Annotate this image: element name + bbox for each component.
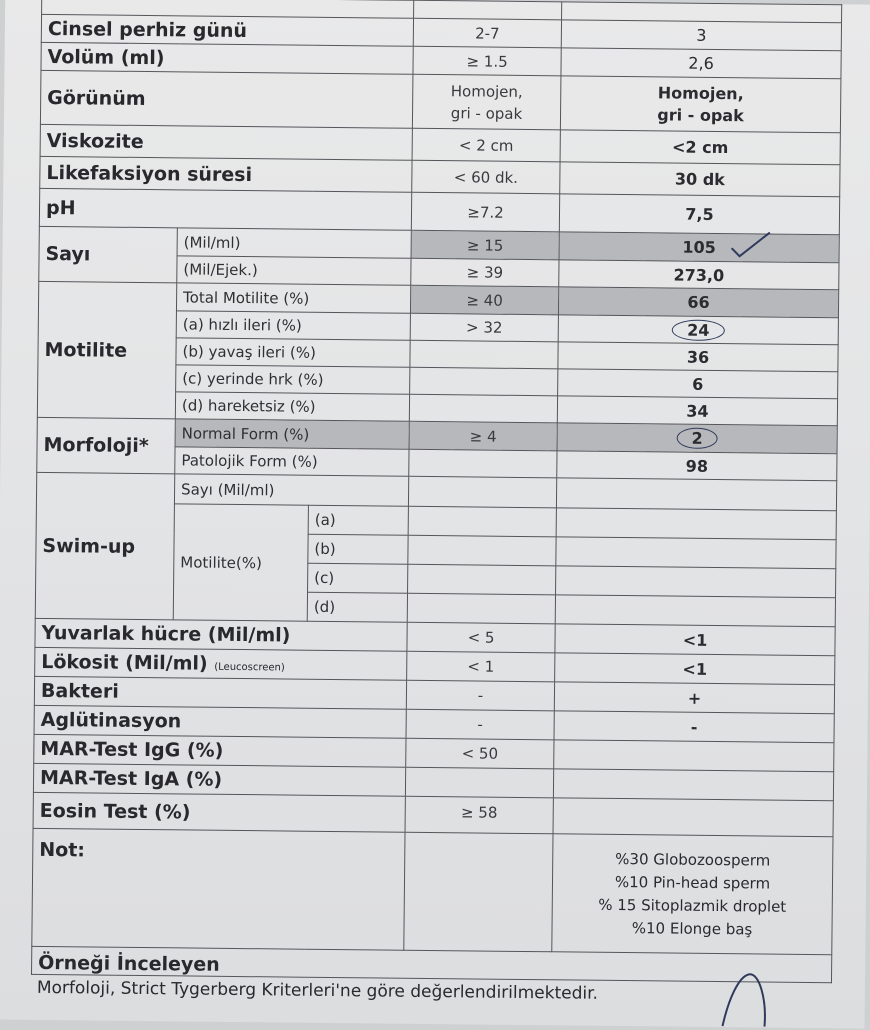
bacteria-label: Bakteri (34, 676, 406, 709)
appearance-ref (412, 74, 561, 130)
checkmark-icon (728, 228, 774, 262)
swimup-grade-c: (c) (308, 563, 408, 593)
note-label: Not: (32, 828, 405, 950)
ph-ref: ≥7.2 (411, 192, 559, 232)
motility-c-label: (c) yerinde hrk (%) (176, 365, 410, 394)
agglutination-result: - (554, 711, 834, 743)
footer-note: Morfoloji, Strict Tygerberg Kriterleri'ne göre değerlendirilmektedir. (36, 977, 599, 1004)
eosin-ref: ≥ 58 (405, 796, 553, 834)
round-cell-label: Yuvarlak hücre (Mil/ml) (35, 618, 407, 651)
ph-label: pH (39, 188, 411, 230)
count-per-ml-label: (Mil/ml) (177, 228, 411, 258)
morphology-pathologic-result: 98 (557, 451, 837, 481)
morphology-pathologic-ref (409, 449, 557, 478)
count-per-ejac-ref: ≥ 39 (411, 258, 559, 287)
agglutination-ref: - (406, 709, 554, 740)
swimup-grade-b: (b) (308, 534, 408, 564)
liquefaction-label: Likefaksiyon süresi (40, 156, 412, 192)
leukocyte-result: <1 (555, 653, 835, 685)
motility-label: Motilite (37, 281, 176, 418)
motility-d-result: 34 (557, 396, 837, 426)
swimup-motility-label: Motilite(%) (173, 504, 308, 621)
eosin-result (553, 798, 833, 837)
appearance-label: Görünüm (40, 70, 413, 128)
count-per-ml-result: 105 (559, 232, 839, 263)
leukocyte-label: Lökosit (Mil/ml) (41, 650, 208, 675)
ph-result: 7,5 (559, 194, 839, 235)
motility-c-result: 6 (558, 369, 838, 399)
note-item: % 15 Sitoplazmik droplet (598, 895, 787, 916)
morphology-normal-result-cell (557, 423, 837, 454)
morphology-label: Morfoloji* (37, 417, 176, 473)
motility-a-ref: > 32 (410, 313, 558, 342)
appearance-result (560, 76, 841, 133)
motility-a-result: 24 (672, 319, 724, 341)
note-list (552, 834, 833, 955)
abstinence-label: Cinsel perhiz günü (41, 14, 413, 46)
liquefaction-result: 30 dk (560, 162, 840, 197)
viscosity-ref: < 2 cm (412, 128, 560, 162)
leukocyte-label-cell (35, 647, 407, 680)
note-item: %30 Globozoosperm (615, 849, 771, 870)
mar-iga-result (553, 769, 833, 801)
motility-c-ref (410, 367, 558, 396)
motility-total-result: 66 (558, 287, 838, 318)
swimup-count-ref (408, 476, 556, 508)
bacteria-result: + (554, 682, 834, 714)
morphology-normal-label: Normal Form (%) (175, 419, 409, 449)
motility-a-label: (a) hızlı ileri (%) (176, 311, 410, 340)
agglutination-label: Aglütinasyon (34, 705, 406, 738)
leukocyte-ref: < 1 (407, 651, 555, 682)
viscosity-result: <2 cm (560, 130, 840, 165)
motility-b-label: (b) yavaş ileri (%) (176, 338, 410, 367)
motility-b-result: 36 (558, 342, 838, 372)
note-item: %10 Elonge baş (631, 918, 753, 938)
abstinence-result: 3 (561, 20, 841, 51)
liquefaction-ref: < 60 dk. (412, 160, 560, 194)
volume-result: 2,6 (561, 48, 841, 79)
motility-total-ref: ≥ 40 (410, 285, 558, 315)
mar-igg-label: MAR-Test IgG (%) (34, 734, 406, 767)
swimup-grade-d: (d) (307, 592, 407, 622)
count-per-ml-ref: ≥ 15 (411, 230, 559, 260)
eosin-label: Eosin Test (%) (33, 792, 405, 832)
motility-d-label: (d) hareketsiz (%) (175, 392, 409, 421)
morphology-normal-ref: ≥ 4 (409, 421, 557, 451)
table-row (40, 70, 841, 132)
count-label: Sayı (39, 226, 178, 282)
swimup-count-result (556, 478, 836, 511)
round-cell-result: <1 (555, 624, 835, 656)
appearance-ref-line1: Homojen, (450, 81, 523, 101)
volume-label: Volüm (ml) (41, 42, 413, 74)
swimup-grade-a: (a) (308, 505, 408, 535)
note-ref (404, 832, 553, 952)
round-cell-ref: < 5 (407, 622, 555, 653)
semen-analysis-table (31, 0, 842, 983)
mar-igg-result (554, 740, 834, 772)
swimup-count-label: Sayı (Mil/ml) (174, 474, 408, 506)
mar-iga-label: MAR-Test IgA (%) (33, 763, 405, 796)
morphology-normal-result: 2 (676, 428, 717, 449)
motility-b-ref (410, 340, 558, 369)
abstinence-ref: 2-7 (413, 18, 561, 48)
count-per-ejac-label: (Mil/Ejek.) (177, 256, 411, 285)
volume-ref: ≥ 1.5 (413, 46, 561, 76)
appearance-result-line2: gri - opak (657, 104, 744, 125)
appearance-result-line1: Homojen, (657, 82, 744, 103)
note-item: %10 Pin-head sperm (614, 872, 771, 893)
appearance-ref-line2: gri - opak (450, 103, 523, 123)
examiner-label: Örneği İnceleyen (32, 946, 832, 982)
count-per-ejac-result: 273,0 (559, 260, 839, 290)
mar-igg-ref: < 50 (406, 738, 554, 769)
mar-iga-ref (405, 767, 553, 798)
table-row (32, 828, 833, 954)
leukocyte-method: (Leucoscreen) (214, 661, 285, 674)
viscosity-label: Viskozite (40, 124, 412, 160)
motility-total-label: Total Motilite (%) (176, 283, 410, 313)
signature-icon (714, 968, 785, 1029)
motility-d-ref (409, 394, 557, 423)
swimup-label: Swim-up (35, 472, 175, 619)
bacteria-ref: - (406, 680, 554, 711)
motility-a-result-cell (558, 315, 838, 345)
morphology-pathologic-label: Patolojik Form (%) (175, 447, 409, 476)
